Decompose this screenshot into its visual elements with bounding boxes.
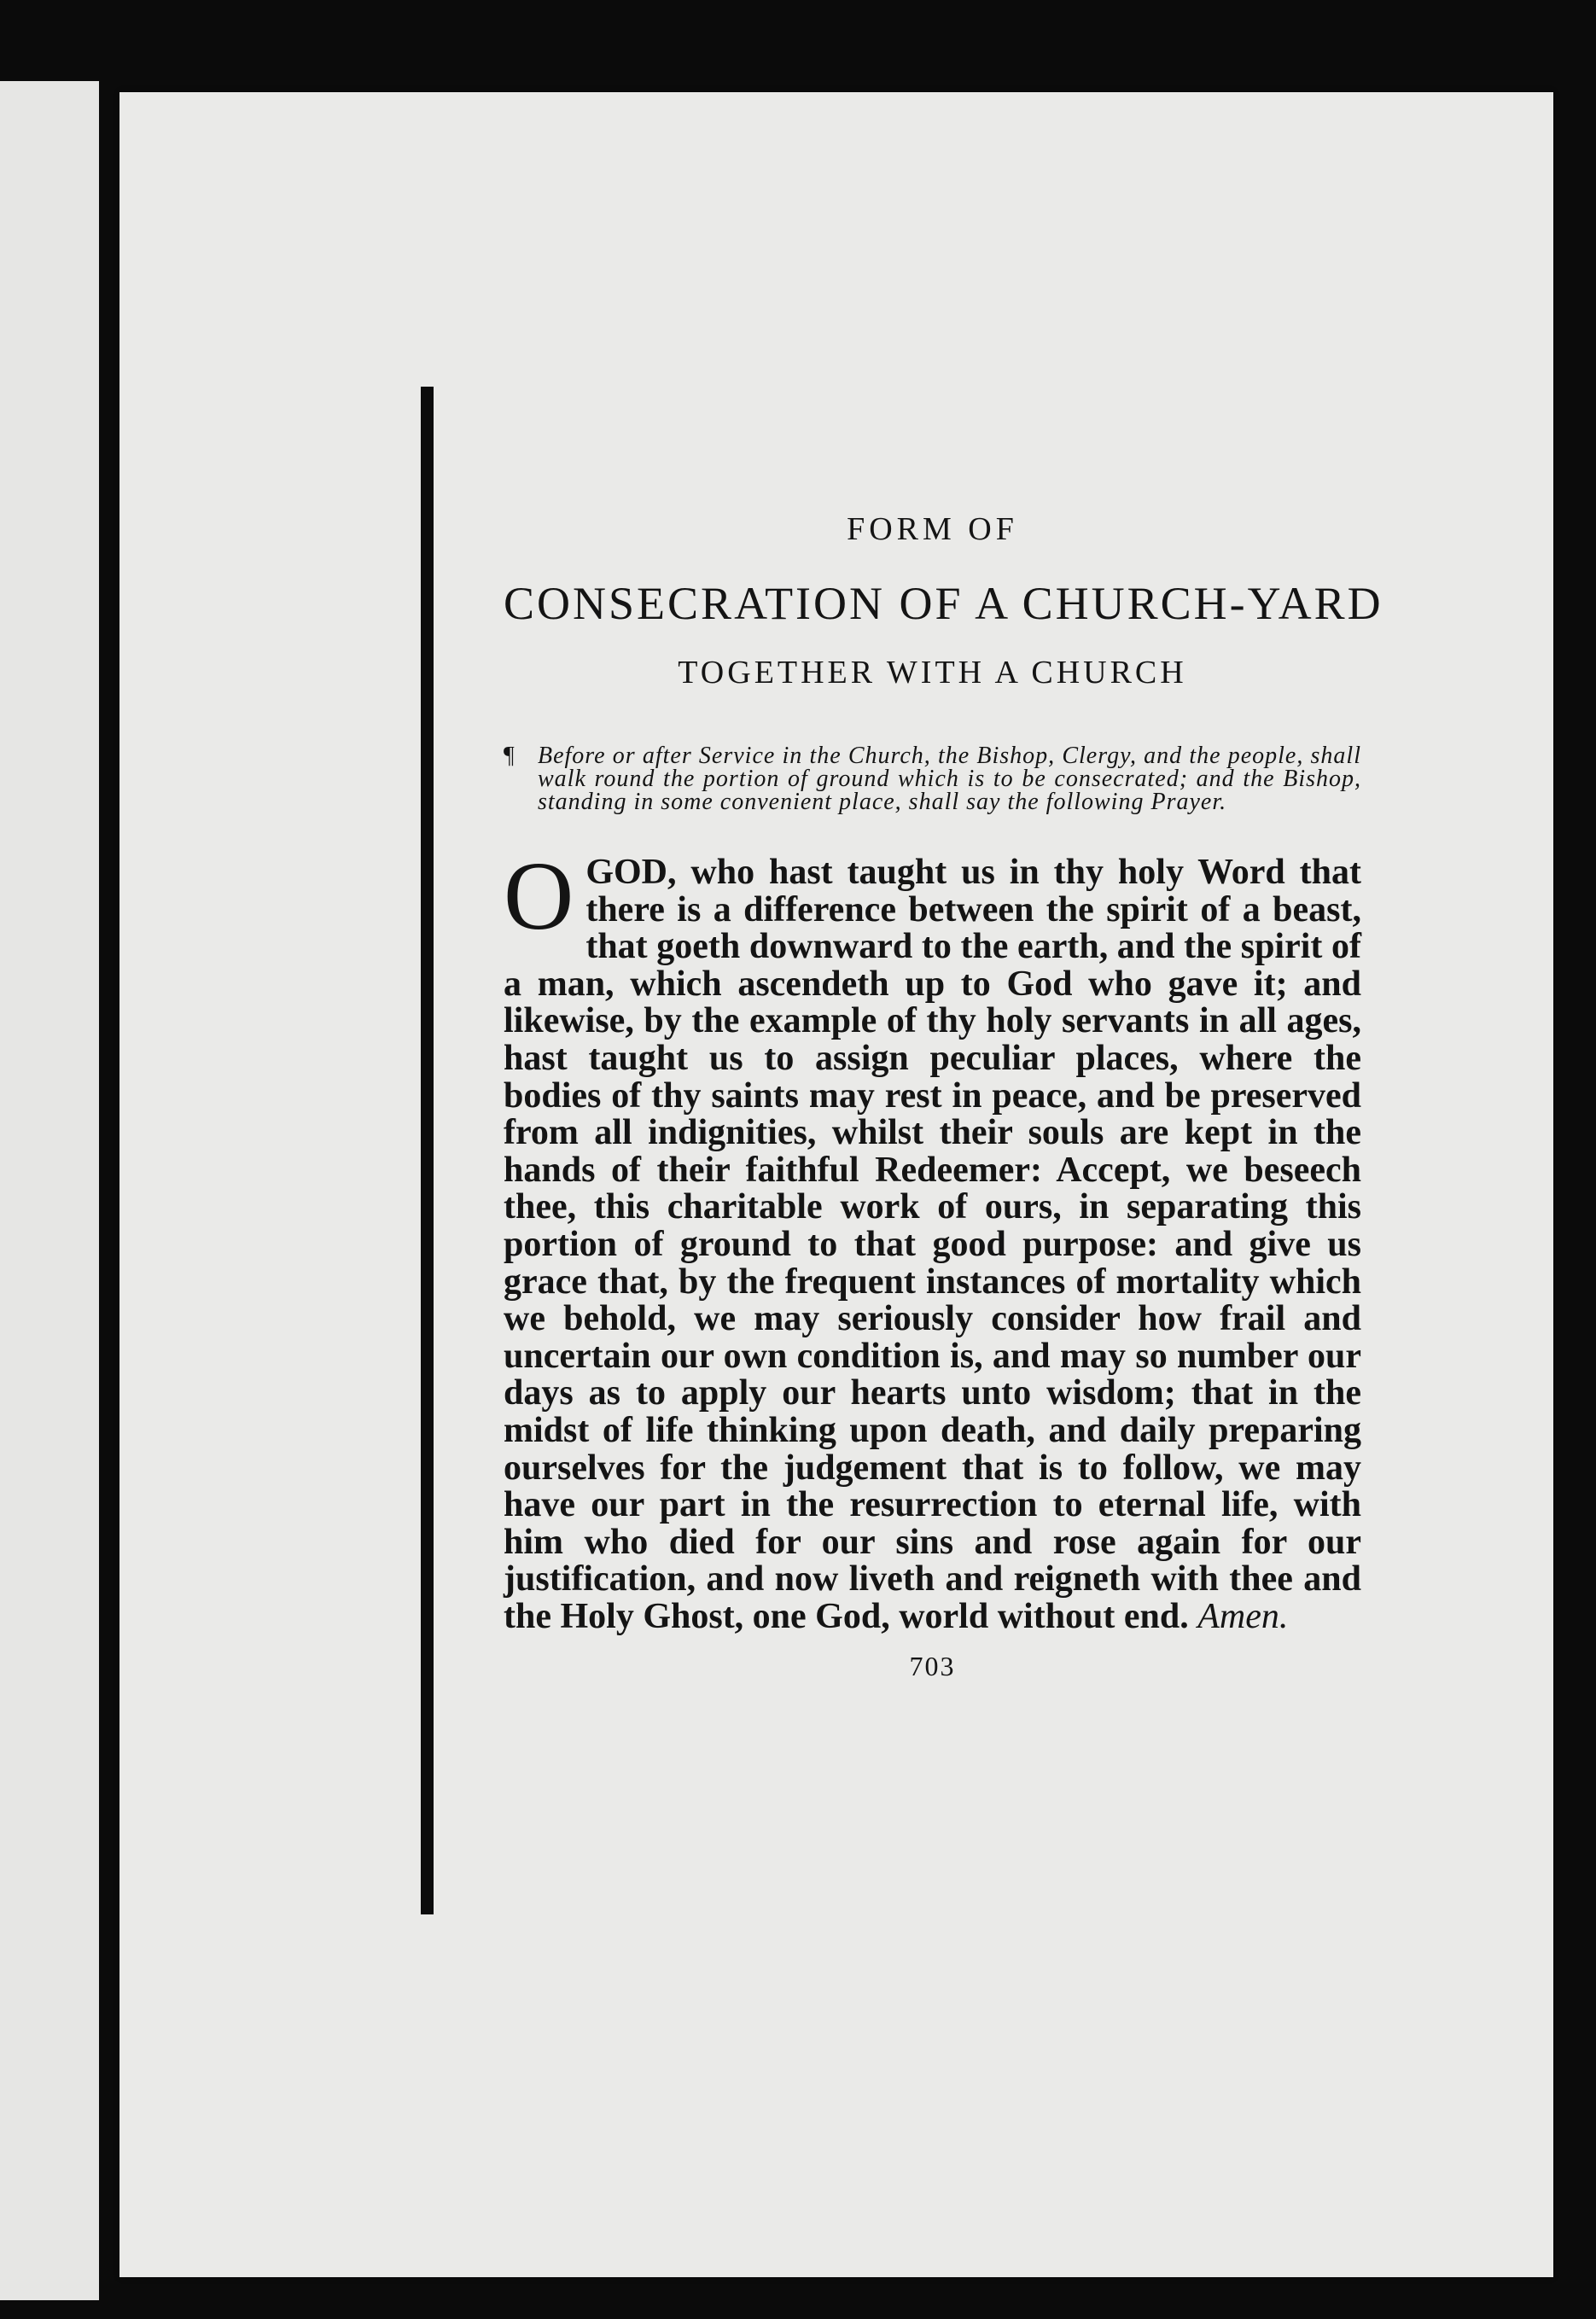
form-of-heading: FORM OF <box>847 511 1018 547</box>
prayer-first-word: GOD <box>585 853 667 892</box>
margin-rule <box>421 387 434 1914</box>
rubric-text: Before or after Service in the Church, the Bishop, Clergy, and the people, shall walk round the portion of ground which is to be consecrated; and the Bishop, standing in some convenient place, shall say the following Prayer. <box>538 743 1361 815</box>
page-number: 703 <box>909 1651 956 1682</box>
prayer-text <box>504 842 1361 1636</box>
amen: Amen. <box>1197 1596 1289 1636</box>
page-title: CONSECRATION OF A CHURCH-YARD <box>504 578 1383 629</box>
pilcrow-icon: ¶ <box>504 743 515 769</box>
drop-cap: O <box>504 842 574 950</box>
text-block <box>504 510 1383 1682</box>
rubric <box>504 744 1361 813</box>
prayer-body: , who hast taught us in thy holy Word that there is a difference between the spirit of a beast, that goeth downward to the earth, and the spirit of a man, which ascendeth up to God who gave it; and likewise, by the example of thy holy servants in all ages, hast taught us to assign peculiar places, where the bodies of thy saints may rest in peace, and be preserved from all indignities, whilst their souls are kept in the hands of their faithful Redeemer: Accept, we beseech thee, this charitable work of ours, in separating this portion of ground to that good purpose: and give us grace that, by the frequent instances of mortality which we behold, we may seriously consider how frail and uncertain our own condition is, and may so number our days as to apply our hearts unto wisdom; that in the midst of life thinking upon death, and daily preparing ourselves for the judgement that is to follow, we may have our part in the resurrection to eternal life, with him who died for our sins and rose again for our justification, and now liveth and reigneth with thee and the Holy Ghost, one God, world without end. <box>504 853 1361 1636</box>
page-subtitle: TOGETHER WITH A CHURCH <box>678 655 1187 690</box>
previous-page-edge <box>0 81 99 2300</box>
book-page <box>119 92 1553 2277</box>
